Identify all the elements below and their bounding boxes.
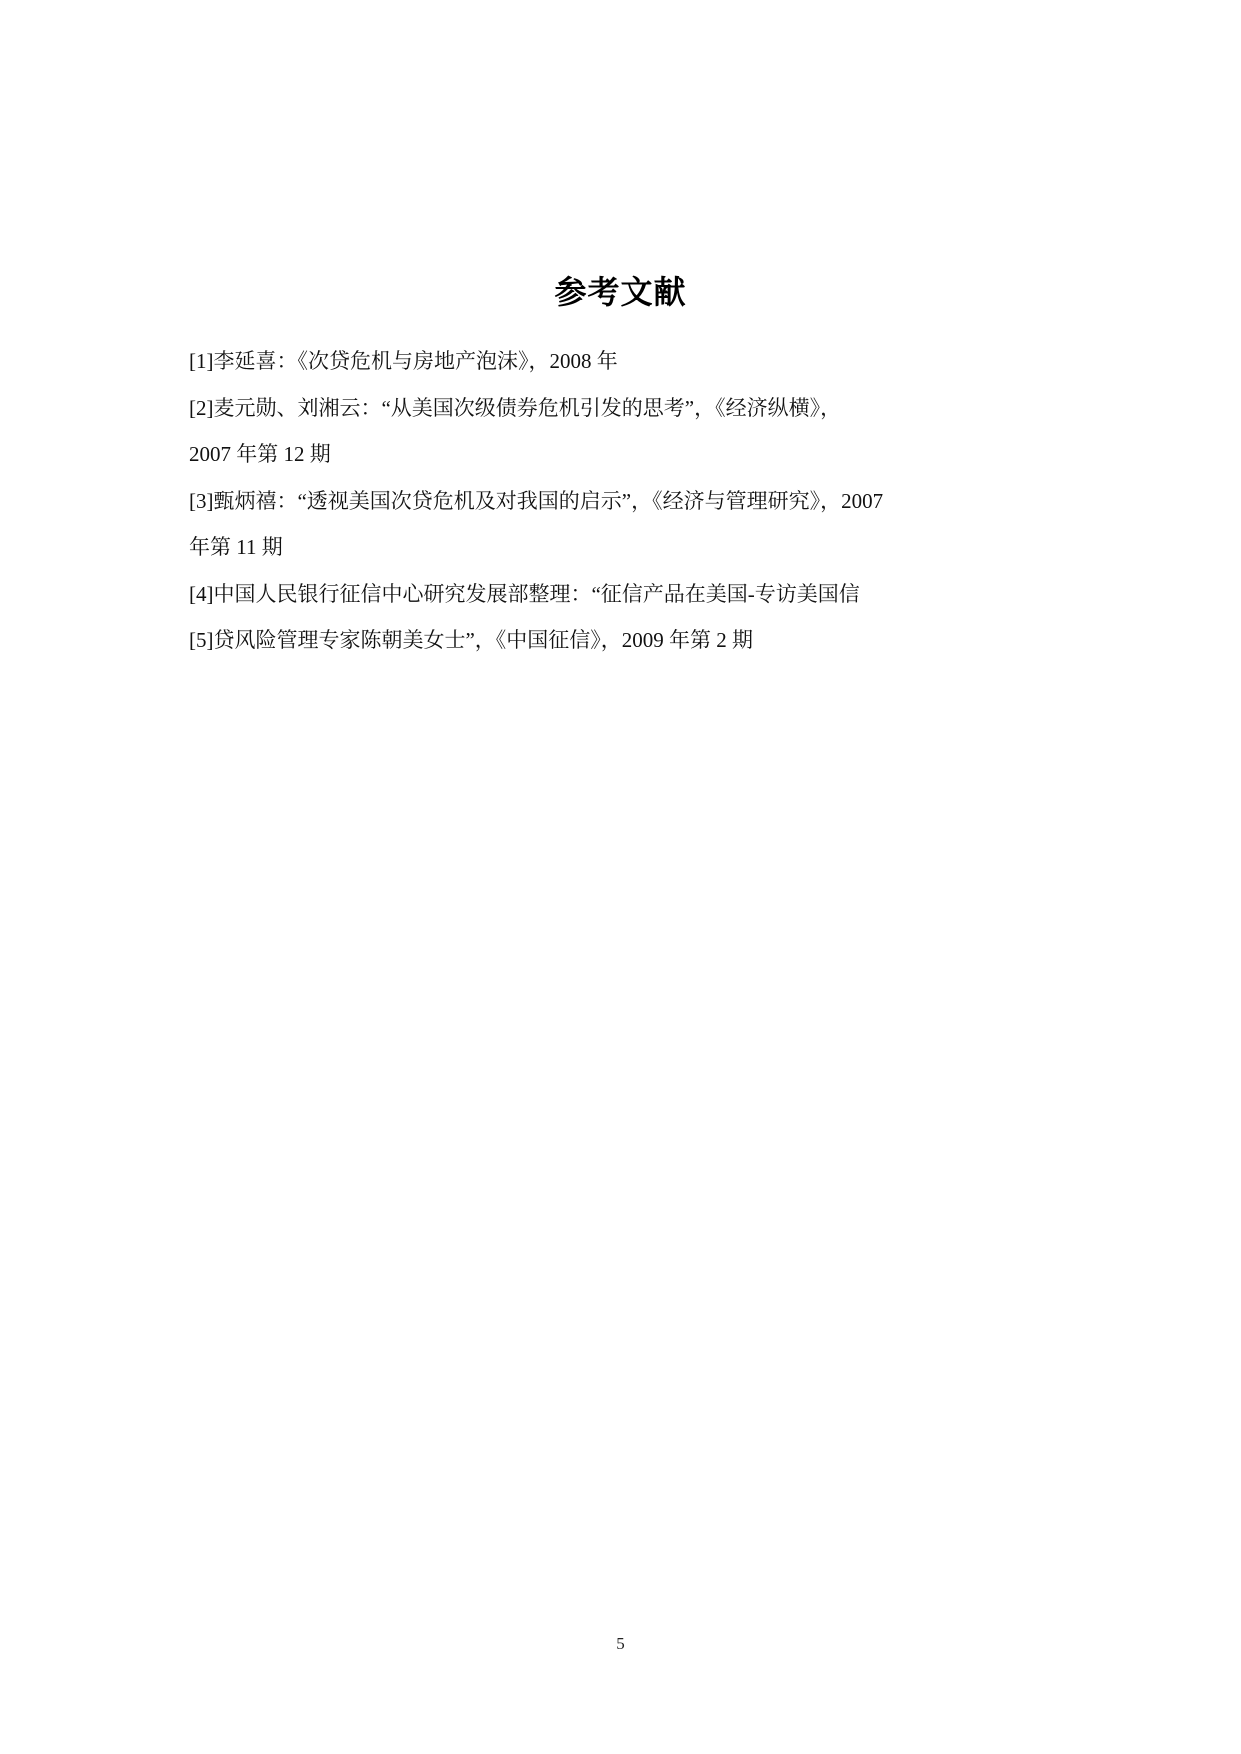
page-number: 5 [616,1634,625,1653]
reference-line-4: [4]中国人民银行征信中心研究发展部整理：“征信产品在美国-专访美国信 [189,581,860,606]
reference-line-5: [5]贷风险管理专家陈朝美女士”，《中国征信》，2009 年第 2 期 [189,628,754,652]
page-title: 参考文献 [554,273,687,311]
reference-line-2-continued: 2007 年第 12 期 [189,442,331,466]
reference-line-2: [2]麦元勋、刘湘云：“从美国次级债券危机引发的思考”，《经济纵横》， [189,395,842,420]
reference-line-1: [1]李延喜：《次贷危机与房地产泡沫》，2008 年 [189,349,618,373]
reference-line-3-continued: 年第 11 期 [189,535,283,559]
reference-line-3: [3]甄炳禧：“透视美国次贷危机及对我国的启示”，《经济与管理研究》，2007 [189,488,884,513]
reference-list [189,338,1049,664]
